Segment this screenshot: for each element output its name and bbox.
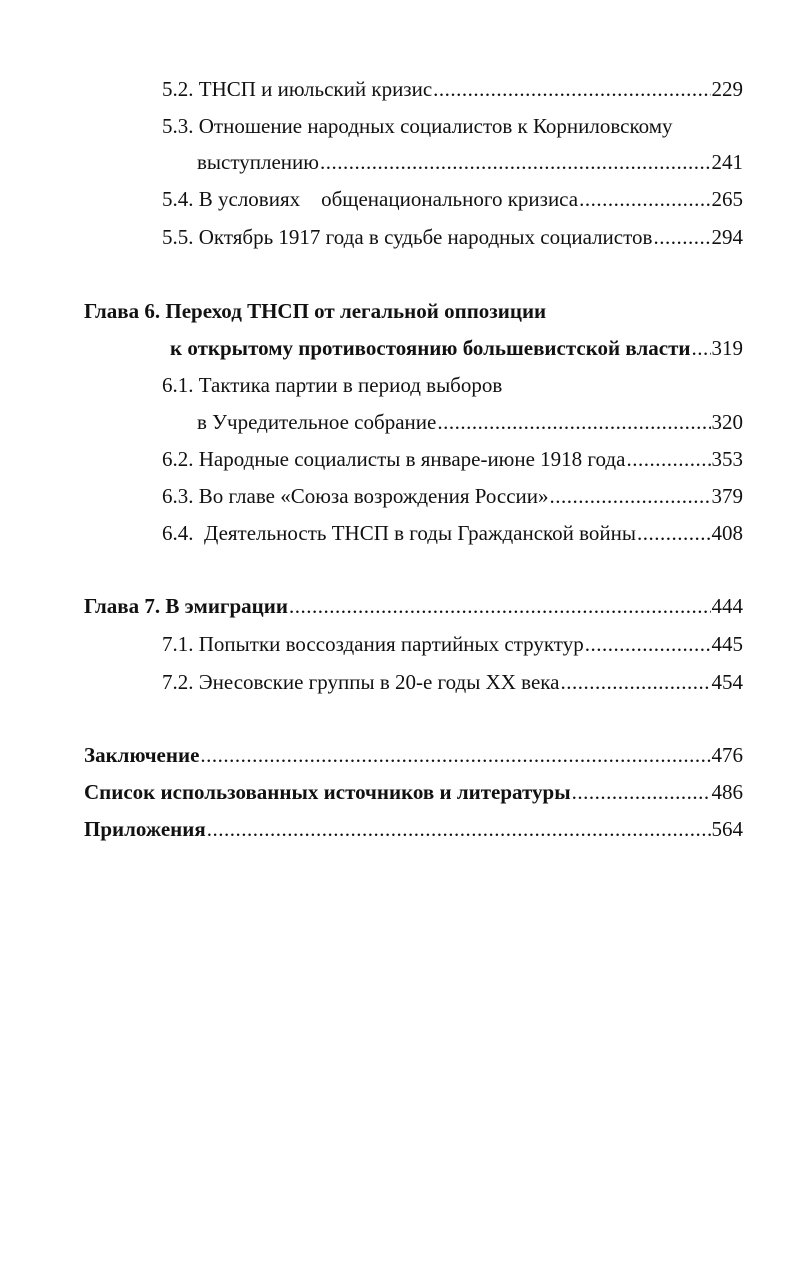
toc-entry-title: 6.2. Народные социалисты в январе-июне 1918 года — [162, 447, 626, 471]
toc-entry-title: в Учредительное собрание — [197, 410, 437, 434]
toc-page-number: 294 — [711, 225, 743, 249]
toc-page-number: 445 — [711, 632, 743, 656]
toc-page-number: 454 — [711, 670, 743, 694]
toc-entry-6-1-continuation[interactable] — [197, 410, 743, 434]
dot-leader — [579, 187, 710, 211]
toc-entry-title: 5.5. Октябрь 1917 года в судьбе народных социалистов — [162, 225, 653, 249]
toc-entry-5-5[interactable] — [162, 225, 743, 249]
toc-entry-title: 5.3. Отношение народных социалистов к Корниловскому — [162, 114, 673, 138]
toc-chapter-title: к открытому противостоянию большевистской власти — [170, 336, 691, 360]
toc-entry-title: 6.4. Деятельность ТНСП в годы Гражданской войны — [162, 521, 637, 545]
toc-entry-title: 7.1. Попытки воссоздания партийных структур — [162, 632, 584, 656]
toc-chapter-7[interactable] — [84, 594, 743, 618]
toc-chapter-title: Глава 7. В эмиграции — [84, 594, 288, 618]
toc-page-number: 379 — [711, 484, 743, 508]
toc-entry-6-4[interactable] — [162, 521, 743, 545]
toc-page-number: 320 — [711, 410, 743, 434]
toc-entry-title: 5.2. ТНСП и июльский кризис — [162, 77, 433, 101]
toc-entry-5-3-continuation[interactable] — [197, 150, 743, 174]
dot-leader — [560, 670, 710, 694]
dot-leader — [289, 594, 711, 618]
dot-leader — [572, 780, 711, 804]
toc-chapter-6-continuation[interactable] — [170, 336, 743, 360]
dot-leader — [437, 410, 710, 434]
toc-page-number: 241 — [711, 150, 743, 174]
toc-entry-title: 7.2. Энесовские группы в 20-е годы XX века — [162, 670, 560, 694]
toc-entry-6-1[interactable] — [162, 373, 502, 397]
toc-page-number: 564 — [711, 817, 743, 841]
dot-leader — [320, 150, 711, 174]
toc-conclusion[interactable] — [84, 743, 743, 767]
toc-page-number: 319 — [711, 336, 743, 360]
toc-appendices[interactable] — [84, 817, 743, 841]
dot-leader — [585, 632, 711, 656]
dot-leader — [626, 447, 710, 471]
dot-leader — [207, 817, 711, 841]
dot-leader — [550, 484, 711, 508]
toc-page-number: 444 — [711, 594, 743, 618]
toc-entry-5-2[interactable] — [162, 77, 743, 101]
dot-leader — [691, 336, 710, 360]
toc-entry-title: 5.4. В условиях общенационального кризиса — [162, 187, 579, 211]
toc-entry-6-2[interactable] — [162, 447, 743, 471]
toc-page-number: 486 — [711, 780, 743, 804]
toc-chapter-title: Глава 6. Переход ТНСП от легальной оппозиции — [84, 299, 547, 323]
toc-chapter-title: Приложения — [84, 817, 206, 841]
dot-leader — [433, 77, 710, 101]
dot-leader — [653, 225, 710, 249]
toc-entry-title: 6.1. Тактика партии в период выборов — [162, 373, 503, 397]
toc-entry-5-4[interactable] — [162, 187, 743, 211]
toc-entry-title: 6.3. Во главе «Союза возрождения России» — [162, 484, 549, 508]
toc-chapter-title: Заключение — [84, 743, 200, 767]
toc-entry-5-3[interactable] — [162, 114, 673, 138]
toc-page-number: 265 — [711, 187, 743, 211]
toc-chapter-title: Список использованных источников и литературы — [84, 780, 571, 804]
toc-page-number: 408 — [711, 521, 743, 545]
toc-entry-7-2[interactable] — [162, 670, 743, 694]
toc-page-number: 353 — [711, 447, 743, 471]
toc-bibliography[interactable] — [84, 780, 743, 804]
toc-page-number: 229 — [711, 77, 743, 101]
toc-entry-6-3[interactable] — [162, 484, 743, 508]
toc-entry-7-1[interactable] — [162, 632, 743, 656]
dot-leader — [200, 743, 710, 767]
toc-entry-title: выступлению — [197, 150, 319, 174]
toc-chapter-6[interactable] — [84, 299, 546, 323]
toc-page-number: 476 — [711, 743, 743, 767]
dot-leader — [637, 521, 710, 545]
